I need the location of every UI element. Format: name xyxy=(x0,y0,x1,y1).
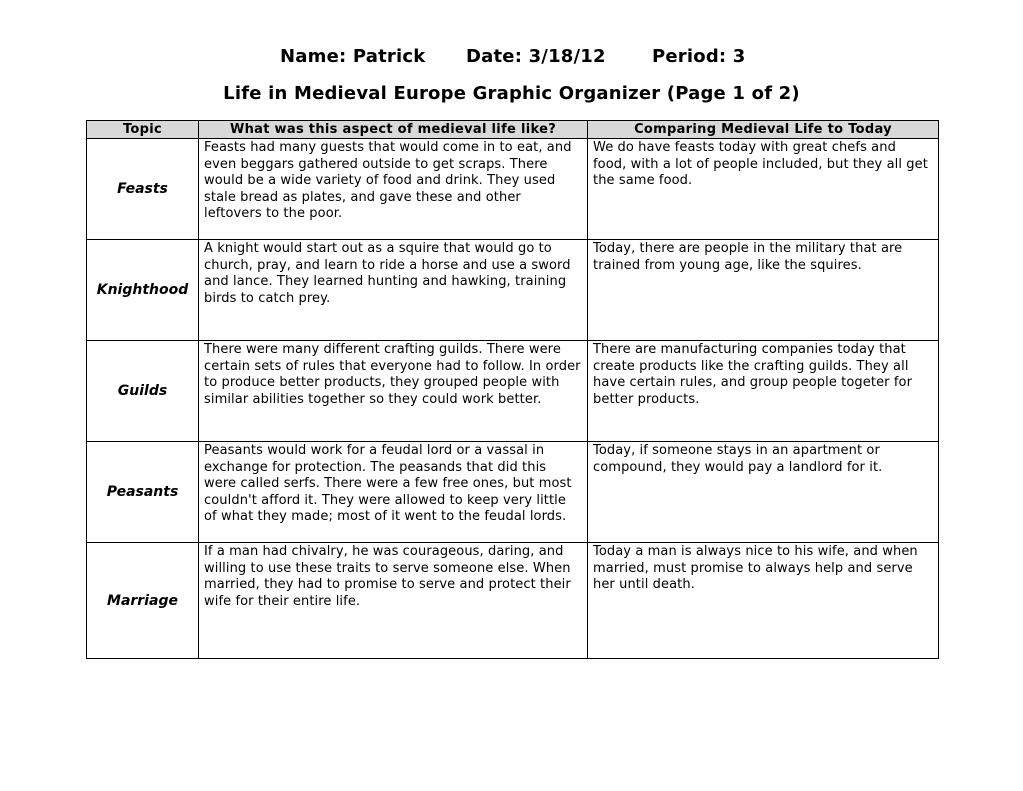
table-row xyxy=(87,240,939,341)
table-row xyxy=(87,442,939,543)
student-name: Name: Patrick xyxy=(280,46,426,67)
column-header-topic: Topic xyxy=(87,121,199,139)
medieval-description-cell: Peasants would work for a feudal lord or a vassal in exchange for protection. The peasands that did this were called serfs. There were a few free ones, but most couldn't afford it. They were allowed to keep very little of what they made; most of it went to the feudal lords. xyxy=(199,442,588,543)
assignment-date: Date: 3/18/12 xyxy=(466,46,606,67)
graphic-organizer-table xyxy=(86,120,939,659)
topic-cell: Peasants xyxy=(87,442,199,543)
table-row xyxy=(87,341,939,442)
document-title: Life in Medieval Europe Graphic Organizer (Page 1 of 2) xyxy=(223,83,800,104)
table-row xyxy=(87,543,939,659)
medieval-description-cell: Feasts had many guests that would come in to eat, and even beggars gathered outside to get scraps. There would be a wide variety of food and drink. They used stale bread as plates, and gave these and other leftovers to the poor. xyxy=(199,139,588,240)
today-comparison-cell: Today, there are people in the military that are trained from young age, like the squires. xyxy=(588,240,939,341)
medieval-description-cell: There were many different crafting guilds. There were certain sets of rules that everyone had to follow. In order to produce better products, they grouped people with similar abilities together so they could work better. xyxy=(199,341,588,442)
medieval-description-cell: A knight would start out as a squire that would go to church, pray, and learn to ride a horse and use a sword and lance. They learned hunting and hawking, training birds to catch prey. xyxy=(199,240,588,341)
class-period: Period: 3 xyxy=(652,46,746,67)
column-header-today: Comparing Medieval Life to Today xyxy=(588,121,939,139)
today-comparison-cell: Today a man is always nice to his wife, and when married, must promise to always help and serve her until death. xyxy=(588,543,939,659)
today-comparison-cell: We do have feasts today with great chefs and food, with a lot of people included, but they all get the same food. xyxy=(588,139,939,240)
medieval-description-cell: If a man had chivalry, he was courageous, daring, and willing to use these traits to serve someone else. When married, they had to promise to serve and protect their wife for their entire life. xyxy=(199,543,588,659)
topic-cell: Knighthood xyxy=(87,240,199,341)
topic-cell: Guilds xyxy=(87,341,199,442)
student-info-line xyxy=(0,46,1023,70)
table-header-row xyxy=(87,121,939,139)
table-row xyxy=(87,139,939,240)
topic-cell: Marriage xyxy=(87,543,199,659)
today-comparison-cell: Today, if someone stays in an apartment or compound, they would pay a landlord for it. xyxy=(588,442,939,543)
topic-cell: Feasts xyxy=(87,139,199,240)
column-header-medieval: What was this aspect of medieval life like? xyxy=(199,121,588,139)
today-comparison-cell: There are manufacturing companies today that create products like the crafting guilds. They all have certain rules, and group people togeter for better products. xyxy=(588,341,939,442)
